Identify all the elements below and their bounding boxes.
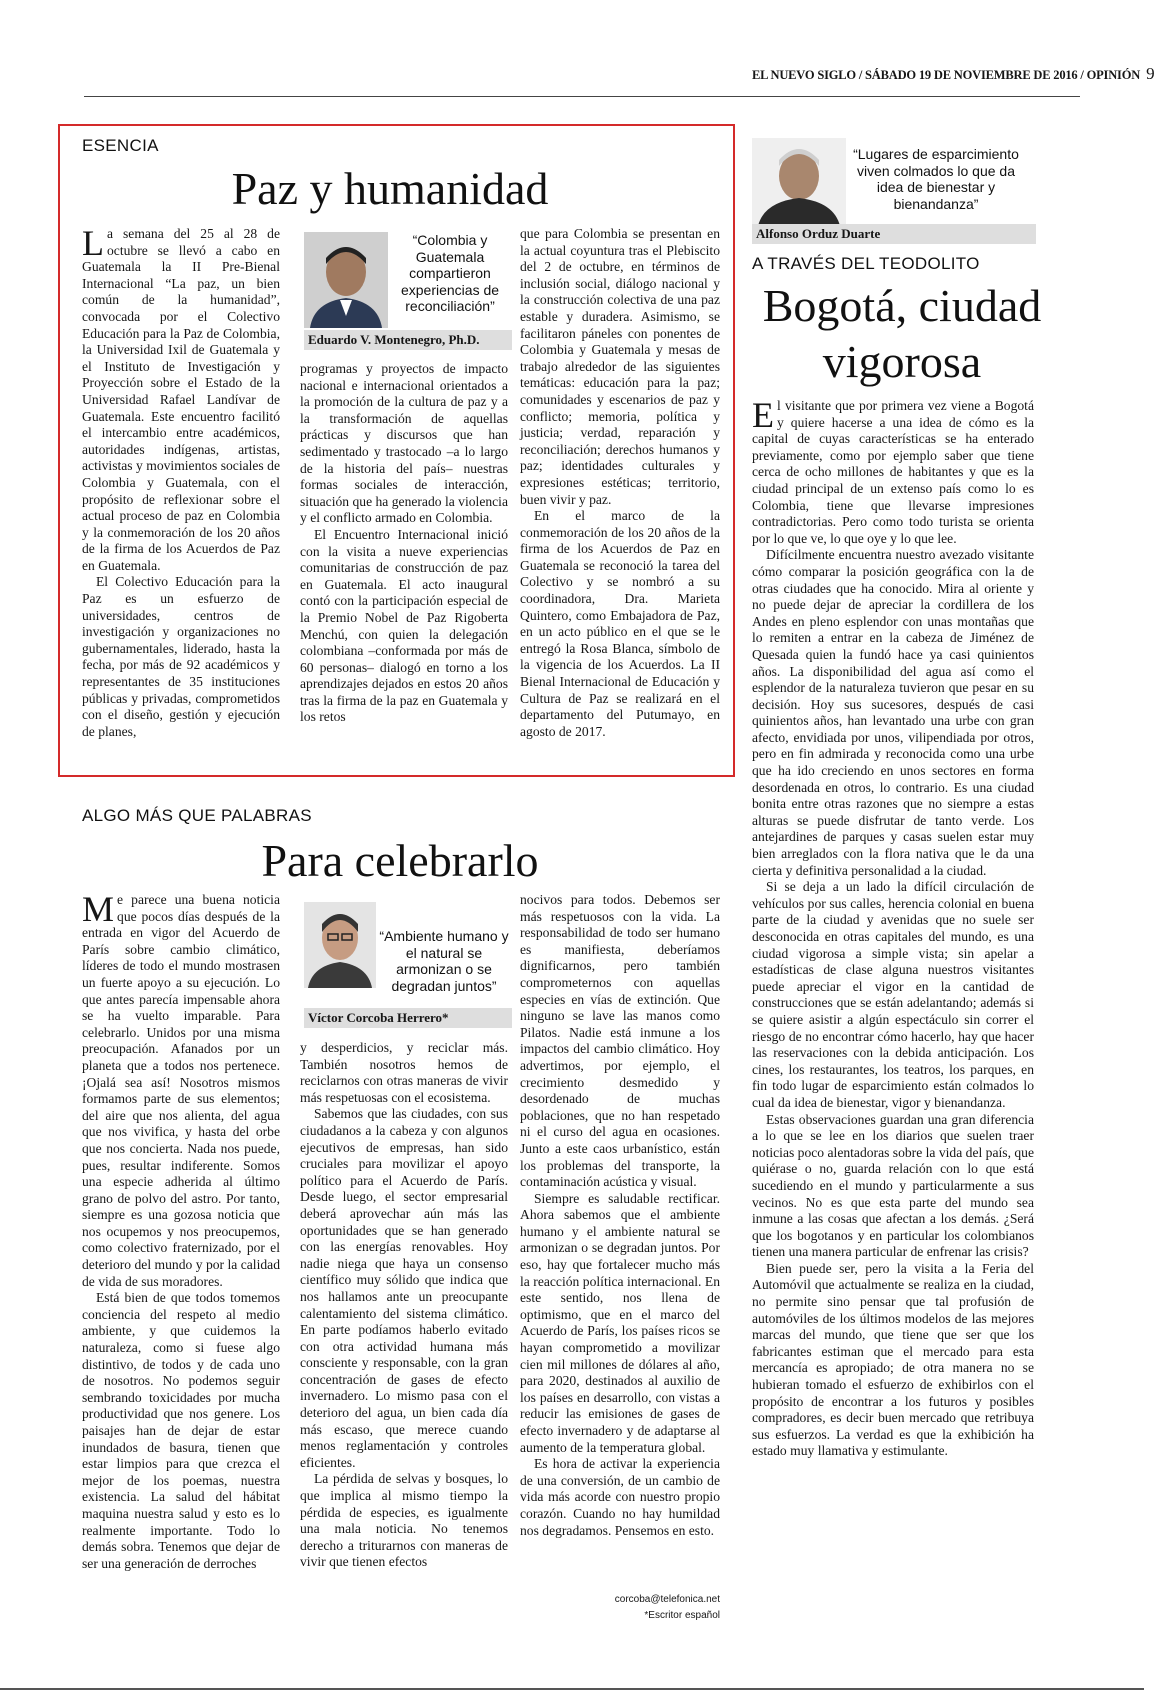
paragraph: a semana del 25 al 28 de octubre se llevó a cabo en Guatemala la II Pre-Bienal Internacional “La paz, un bien común de la humanidad”, convocada por el Colectivo Educación para la Paz de Colombia, la Universidad Ixil de Guatemala y el Instituto de Investigación y Proyección sobre el Estado de la Universidad Rafael Landívar de Guatemala. Este encuentro facilitó el intercambio entre académicos, autoridades indígenas, artistas, activistas y movimientos sociales de Colombia y Guatemala, con el propósito de reflexionar sobre el actual proceso de paz en Colombia y la conmemoración de los 20 años de la firma de los Acuerdos de Paz en Guatemala. bbox=[82, 226, 280, 573]
paragraph: En el marco de la conmemoración de los 20 años de la firma de los Acuerdos de Paz en Guatemala se reconoció la tarea del Colectivo y se nombró a su coordinadora, Dra. Marieta Quintero, como Embajadora de Paz, en un acto público en el que se le entregó la Rosa Blanca, símbolo de la vigencia de los Acuerdos. La II Bienal Internacional de Educación y Cultura de Paz se realizará en el departamento del Putumayo, en agosto de 2017. bbox=[520, 508, 720, 739]
article2-column-3 bbox=[520, 892, 720, 1592]
article1-column-1 bbox=[82, 223, 280, 766]
paragraph: programas y proyectos de impacto nacional e internacional orientados a la promoción de la cultura de paz y a la transformación de aquellas prácticas y discursos que han sedimentado y trastocado –a lo largo de la historia del país– nuestras formas sociales de interacción, situación que ha generado la violencia y el conflicto armado en Colombia. bbox=[300, 361, 508, 526]
paragraph: nocivos para todos. Debemos ser más respetuosos con la vida. La responsabilidad de todo ser humano es manifiesta, deberíamos dignificarnos, pero también comprometernos con aquellas especies en vías de extinción. Que ninguno se lave las manos como Pilatos. Nadie está inmune a los impactos del cambio climático. Hoy advertimos, por ejemplo, el crecimiento desmedido y desordenado de muchas poblaciones, que no han respetado ni el curso del agua en ocasiones. Junto a este caos urbanístico, están los problemas del transporte, la contaminación acústica y visual. bbox=[520, 892, 720, 1190]
portrait-icon bbox=[304, 902, 376, 988]
author-photo-orduz bbox=[752, 138, 846, 226]
paragraph: Difícilmente encuentra nuestro avezado visitante cómo comparar la posición geográfica con la de otras ciudades que ha conocido. Mira al oriente y no puede dejar de apreciar la cordillera de los Andes en pleno esplendor con unas montañas que lo remiten a entrar en la cabeza de Jiménez de Quesada quien la fundó hace ya casi quinientos años. La disponibilidad del agua así como el esplendor de la naturaleza tuvieron que pesar en su decisión. Hoy sus sucesores, después de casi quinientos años, han levantado una urbe con gran afecto, envidiada por unos, vilipendiada por otros, pero en fin admirada y reconocida como una urbe que ha ido creciendo en unos sectores en forma desordenada en otros, lo contrario. Es una ciudad bonita entre otras razones que no siempre a estas alturas se puede disfrutar de tanto verde. Los antejardines de parques y casas suelen estar muy bien arreglados con la flora nativa que le da una cierta y definitiva personalidad a la ciudad. bbox=[752, 547, 1034, 878]
author-byline-corcoba: Víctor Corcoba Herrero* bbox=[304, 1008, 512, 1028]
author-note: *Escritor español bbox=[644, 1610, 720, 1621]
section-label-algo-mas-que-palabras: ALGO MÁS QUE PALABRAS bbox=[82, 806, 312, 825]
author-byline-montenegro: Eduardo V. Montenegro, Ph.D. bbox=[304, 330, 512, 350]
pull-quote-1: “Colombia y Guatemala compartieron experiencias de reconciliación” bbox=[400, 232, 500, 314]
headline-line-1: Bogotá, ciudad bbox=[762, 280, 1042, 331]
paragraph: y desperdicios, y reciclar más. También nosotros hemos de reciclarnos con otras maneras de vivir más respetuosas con el ecosistema. bbox=[300, 1040, 508, 1105]
paragraph: Está bien de que todos tomemos conciencia del respeto al medio ambiente, y que cuidemos la naturaleza, como si fuese algo distintivo, de todos y de cada uno de nosotros. No podemos seguir sembrando toxicidades por mucha productividad que nos genere. Los paisajes han de dejar de estar inundados de basura, tienen que estar limpios para que crezca el mejor de los poemas, nuestra existencia. La salud del hábitat maquina nuestra salud y esto es lo realmente importante. Todo lo demás sobra. Tenemos que dejar de ser una generación de derroches bbox=[82, 1290, 280, 1571]
page-number: 9 bbox=[1146, 64, 1154, 83]
paragraph: Siempre es saludable rectificar. Ahora sabemos que el ambiente humano y el ambiente natural se armonizan o se degradan juntos. Por eso, hay que fortalecer mucho más la reacción política internacional. En este sentido, nos llena de optimismo, que en el marco del Acuerdo de París, los países ricos se hayan comprometido a movilizar cien mil millones de dólares al año, para 2020, destinados al auxilio de los países en desarrollo, con vistas a reducir las emisiones de gases de efecto invernadero y de adaptarse al aumento de la temperatura global. bbox=[520, 1190, 720, 1455]
paragraph: Es hora de activar la experiencia de una conversión, de un cambio de vida más acorde con nuestro propio corazón. Cuando no hay humildad nos degradamos. Pensemos en esto. bbox=[520, 1456, 720, 1538]
header-text: EL NUEVO SIGLO / SÁBADO 19 DE NOVIEMBRE DE 2016 / OPINIÓN bbox=[752, 68, 1141, 82]
paragraph: e parece una buena noticia que pocos días después de la entrada en vigor del Acuerdo de París sobre cambio climático, líderes de todo el mundo mostrasen un fuerte apoyo a su ejecución. Lo que antes parecía impensable ahora se ha vuelto imparable. Para celebrarlo. Unidos por una misma preocupación. Afanados por un planeta que a todos nos pertenece. ¡Ojalá sea así! Nosotros mismos formamos parte de sus elementos; del aire que nos alienta, del agua que nos vivifica, y hasta del orbe que nos concierta. Nada nos puede, pues, resultar indiferente. Somos una especie adherida al último grano de polvo del astro. Por tanto, siempre es una gozosa noticia que nos ocupemos y nos preocupemos, como colectivo fraternizado, por el deterioro del mundo y por la calidad de vida de sus moradores. bbox=[82, 892, 280, 1289]
author-byline-orduz: Alfonso Orduz Duarte bbox=[752, 224, 1036, 244]
article2-column-1 bbox=[82, 889, 280, 1627]
author-photo-montenegro bbox=[304, 232, 388, 328]
drop-cap: M bbox=[82, 889, 115, 929]
drop-cap: L bbox=[82, 223, 104, 263]
paragraph: que para Colombia se presentan en la actual coyuntura tras el Plebiscito del 2 de octubre, en términos de inclusión social, diálogo nacional y la construcción colectiva de una paz estable y duradera. Asimismo, se facilitaron páneles con ponentes de Colombia y Guatemala y mesas de trabajo alrededor de las siguientes temáticas: educación para la paz; comunidades y escenarios de paz y conflicto; memoria, política y justicia; verdad, reparación y reconciliación; derechos humanos y paz; identidades culturales y expresiones estéticas; territorio, buen vivir y paz. bbox=[520, 226, 720, 507]
pull-quote-3: “Lugares de esparcimiento viven colmados lo que da idea de bienestar y bienandanza” bbox=[853, 146, 1019, 212]
paragraph: Si se deja a un lado la difícil circulación de vehículos por sus calles, herencia colonial en buena parte de la ciudad y avenidas que no suele ser desconocida en otras capitales del mundo, es una ciudad vigorosa a simple vista; sin apelar a estadísticas de clase alguna nuestros visitantes puede apreciar el vigor en la cantidad de construcciones que se están adelantando; además si se quiere asistir a algún espectáculo sin correr el riesgo de no encontrar cómo hacerlo, hay que hacer las reservaciones con la debida anticipación. Los cines, los restaurantes, los teatros, los parques, en fin todo lugar de esparcimiento están colmados lo cual da idea de bienestar, vigor y bienandanza. bbox=[752, 879, 1034, 1110]
article2-column-2 bbox=[300, 1040, 508, 1628]
headline-bogota-ciudad-vigorosa bbox=[752, 278, 1052, 390]
header-rule bbox=[84, 96, 1080, 97]
headline-para-celebrarlo: Para celebrarlo bbox=[261, 835, 539, 886]
paragraph: El Colectivo Educación para la Paz es un esfuerzo de universidades, centros de investigación y organizaciones no gubernamentales, liderado, hasta la fecha, por más de 92 académicos y representantes de 35 instituciones públicas y privadas, comprometidos con el diseño, gestión y ejecución de planes, bbox=[82, 574, 280, 739]
section-label-a-traves-del-teodolito: A TRAVÉS DEL TEODOLITO bbox=[752, 254, 980, 273]
article1-column-2 bbox=[300, 361, 508, 766]
article1-column-3 bbox=[520, 226, 720, 766]
paragraph: Estas observaciones guardan una gran diferencia a lo que se lee en los diarios que suelen traer noticias poco alentadoras sobre la vida del país, que quiérase o no, guarda relación con lo que está sucediendo en el mundo y particularmente a sus vecinos. No es que esta parte del mundo sea inmune a las cosas que afectan a los demás. ¿Será que los bogotanos y en particular los colombianos tienen una manera particular de enfrenar las crisis? bbox=[752, 1111, 1034, 1260]
paragraph: l visitante que por primera vez viene a Bogotá y quiere hacerse a una idea de cómo es la capital de cuyas características se ha enterado previamente, como por ejemplo saber que tiene cerca de ocho millones de habitantes y que es la ciudad principal de un extenso país como lo es Colombia, tiene que llevarse impresiones contradictorias. Pero como todo turista se orienta por lo que ve, lo que oye y lo que lee. bbox=[752, 398, 1034, 546]
author-photo-corcoba bbox=[304, 902, 376, 988]
paragraph: El Encuentro Internacional inició con la visita a nueve experiencias comunitarias de construcción de paz en Guatemala. El acto inaugural contó con la participación especial de la Premio Nobel de Paz Rigoberta Menchú, con quien la delegación colombiana –conformada por más de 60 personas– dialogó en torno a los aprendizajes dejados en estos 20 años tras la firma de la paz en Guatemala y los retos bbox=[300, 526, 508, 725]
portrait-icon bbox=[752, 138, 846, 226]
bottom-rule bbox=[0, 1688, 1144, 1690]
portrait-icon bbox=[304, 232, 388, 328]
headline-line-2: vigorosa bbox=[822, 336, 982, 387]
paragraph: Sabemos que las ciudades, con sus ciudadanos a la cabeza y con algunos ejecutivos de empresas, han sido cruciales para movilizar el apoyo político para el Acuerdo de París. Desde luego, el sector empresarial deberá aprovechar aún más las oportunidades que se han generado con las energías renovables. Hoy nadie niega que haya un consenso científico muy sólido que indica que nos hallamos ante un preocupante calentamiento del sistema climático. En parte podíamos haberlo evitado con otra actividad humana más consciente y responsable, con la gran concentración de gases de efecto invernadero. Lo mismo pasa con el deterioro del agua, un bien cada día más escaso, que merece cuando menos reglamentación y controles eficientes. bbox=[300, 1106, 508, 1470]
author-email: corcoba@telefonica.net bbox=[614, 1594, 720, 1605]
page-header bbox=[752, 64, 1154, 84]
pull-quote-2: “Ambiente humano y el natural se armonizan o se degradan juntos” bbox=[379, 928, 509, 994]
article3-column bbox=[752, 395, 1034, 1653]
paragraph: La pérdida de selvas y bosques, lo que implica al mismo tiempo la pérdida de especies, es igualmente una mala noticia. No tenemos derecho a triturarnos con maneras de vivir que tienen efectos bbox=[300, 1471, 508, 1570]
drop-cap: E bbox=[752, 395, 774, 435]
headline-paz-y-humanidad: Paz y humanidad bbox=[231, 163, 549, 214]
section-label-esencia: ESENCIA bbox=[82, 136, 159, 155]
paragraph: Bien puede ser, pero la visita a la Feria del Automóvil que actualmente se realiza en la ciudad, no permite sino pensar que tal profusión de automóviles de los últimos modelos de las mejores marcas del mundo, que tiene que ser que los fabricantes estiman que el mercado para esta mercancía es apropiado; de otra manera no se hubieran tomado el esfuerzo de exhibirlos con el propósito de encontrar a los futuros y posibles compradores, es decir buen mercado que retribuya sus esfuerzos. La verdad es que la exhibición ha estado muy llamativa y estimulante. bbox=[752, 1260, 1034, 1459]
